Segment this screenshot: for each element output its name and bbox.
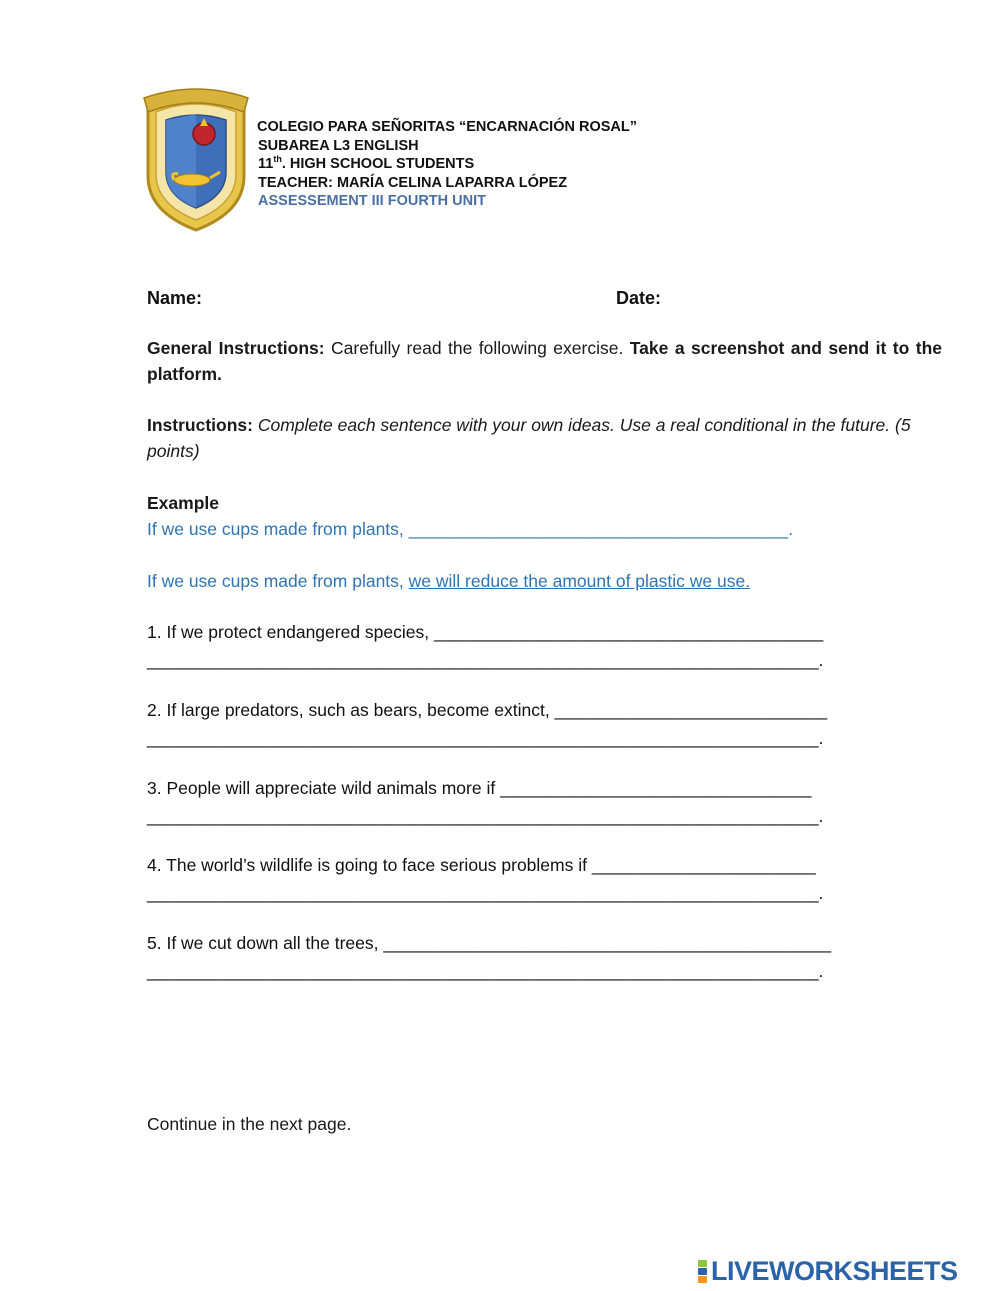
logo-blocks-icon [698, 1260, 707, 1283]
example-heading: Example [147, 493, 219, 513]
date-label: Date: [616, 288, 662, 308]
general-instructions-text: Carefully read the following exercise. [324, 338, 630, 358]
example-answer [147, 568, 942, 594]
school-name: COLEGIO PARA SEÑORITAS “ENCARNACIÓN ROSAL” [257, 119, 637, 135]
example-answer-start: If we use cups made from plants, [147, 571, 409, 591]
question-2: 2. If large predators, such as bears, become extinct, ____________________________ [147, 700, 828, 720]
name-date-row [147, 288, 942, 309]
question-4-answer-line[interactable]: _____________________________________________________________________. [147, 883, 824, 903]
instructions [147, 412, 942, 464]
school-crest-logo [140, 84, 252, 232]
question-2-answer-line[interactable]: _____________________________________________________________________. [147, 728, 824, 748]
logo-wordmark: LIVEWORKSHEETS [711, 1255, 958, 1286]
liveworksheets-logo [698, 1256, 958, 1286]
question-3: 3. People will appreciate wild animals more if ________________________________ [147, 778, 812, 798]
question-1: 1. If we protect endangered species, ________________________________________ [147, 622, 824, 642]
instructions-label: Instructions: [147, 415, 253, 435]
question-1-answer-line[interactable]: _____________________________________________________________________. [147, 650, 824, 670]
question-5-answer-line[interactable]: _____________________________________________________________________. [147, 961, 824, 981]
example-prompt: If we use cups made from plants, _______________________________________. [147, 519, 794, 539]
general-instructions [147, 335, 942, 387]
question-3-answer-line[interactable]: _____________________________________________________________________. [147, 806, 824, 826]
assessment-title: ASSESSEMENT III FOURTH UNIT [258, 193, 486, 209]
grade-text: . HIGH SCHOOL STUDENTS [281, 156, 475, 172]
general-instructions-label: General Instructions: [147, 338, 325, 358]
school-header [258, 118, 637, 211]
question-4: 4. The world’s wildlife is going to face serious problems if _______________________ [147, 855, 816, 875]
question-5: 5. If we cut down all the trees, ______________________________________________ [147, 933, 832, 953]
general-instructions-emphasis: Take a screenshot and send it to the platform. [147, 338, 942, 384]
example-answer-completion: we will reduce the amount of plastic we use. [408, 571, 751, 591]
grade-suffix: th [273, 154, 282, 165]
name-label: Name: [147, 288, 203, 308]
grade-level [258, 155, 637, 174]
continue-note: Continue in the next page. [147, 1114, 352, 1134]
subject-area: SUBAREA L3 ENGLISH [258, 137, 419, 154]
grade-number: 11 [258, 156, 274, 172]
instructions-text: Complete each sentence with your own ideas. Use a real conditional in the future. (5 points) [147, 415, 911, 461]
teacher-name: TEACHER: MARÍA CELINA LAPARRA LÓPEZ [258, 174, 568, 191]
